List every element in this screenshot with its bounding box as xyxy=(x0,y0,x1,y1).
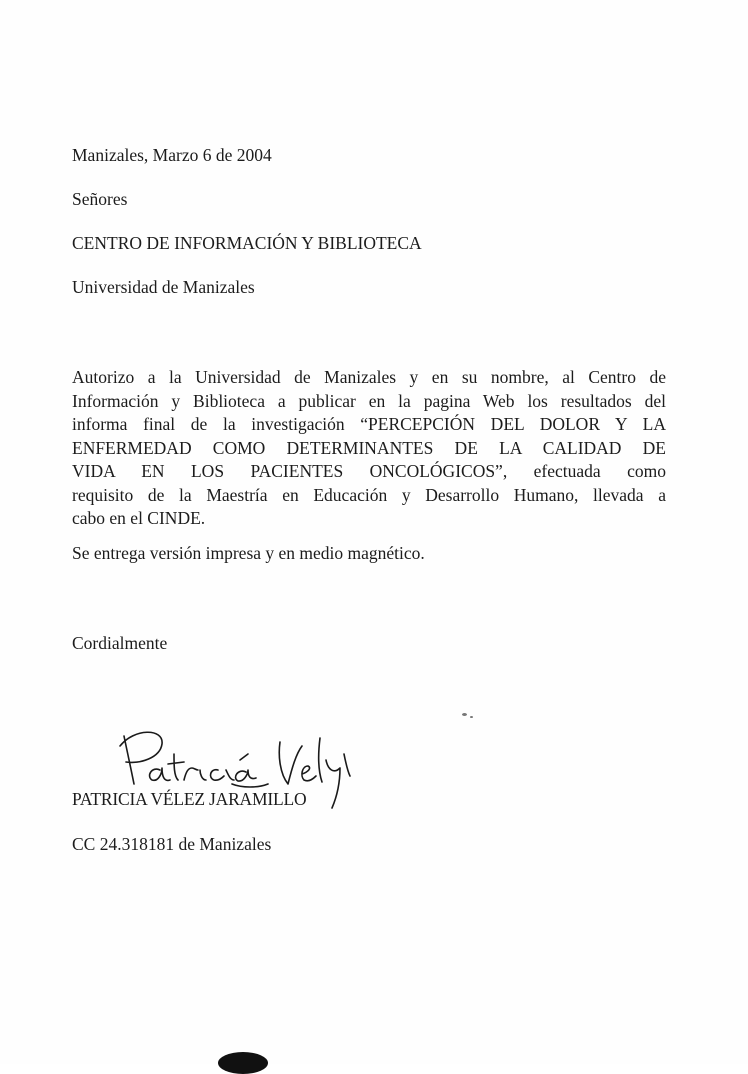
paragraph-line: ENFERMEDAD COMO DETERMINANTES DE LA CALIDAD DE xyxy=(72,437,666,458)
greeting: Señores xyxy=(72,189,128,209)
scan-blot xyxy=(218,1052,268,1074)
closing: Cordialmente xyxy=(72,633,168,653)
recipient-institution: Universidad de Manizales xyxy=(72,277,255,297)
paragraph-line: Autorizo a la Universidad de Manizales y en su nombre, al Centro de xyxy=(72,367,666,387)
paragraph-line: cabo en el CINDE. xyxy=(72,508,206,528)
signer-name: PATRICIA VÉLEZ JARAMILLO xyxy=(72,789,307,809)
authorization-paragraph xyxy=(72,366,666,531)
paragraph-line: Información y Biblioteca a publicar en la pagina Web los resultados del xyxy=(72,390,666,411)
paragraph-line: VIDA EN LOS PACIENTES ONCOLÓGICOS”, efectuada como xyxy=(72,461,666,481)
paragraph-line: requisito de la Maestría en Educación y Desarrollo Humano, llevada a xyxy=(72,484,666,505)
paragraph-line: informa final de la investigación “PERCEPCIÓN DEL DOLOR Y LA xyxy=(72,414,666,434)
signer-id: CC 24.318181 de Manizales xyxy=(72,834,272,854)
delivery-note: Se entrega versión impresa y en medio magnético. xyxy=(72,543,425,563)
letter-date: Manizales, Marzo 6 de 2004 xyxy=(72,145,272,165)
paper-speck xyxy=(470,716,473,718)
recipient-name: CENTRO DE INFORMACIÓN Y BIBLIOTECA xyxy=(72,233,422,253)
paper-speck xyxy=(462,713,467,716)
